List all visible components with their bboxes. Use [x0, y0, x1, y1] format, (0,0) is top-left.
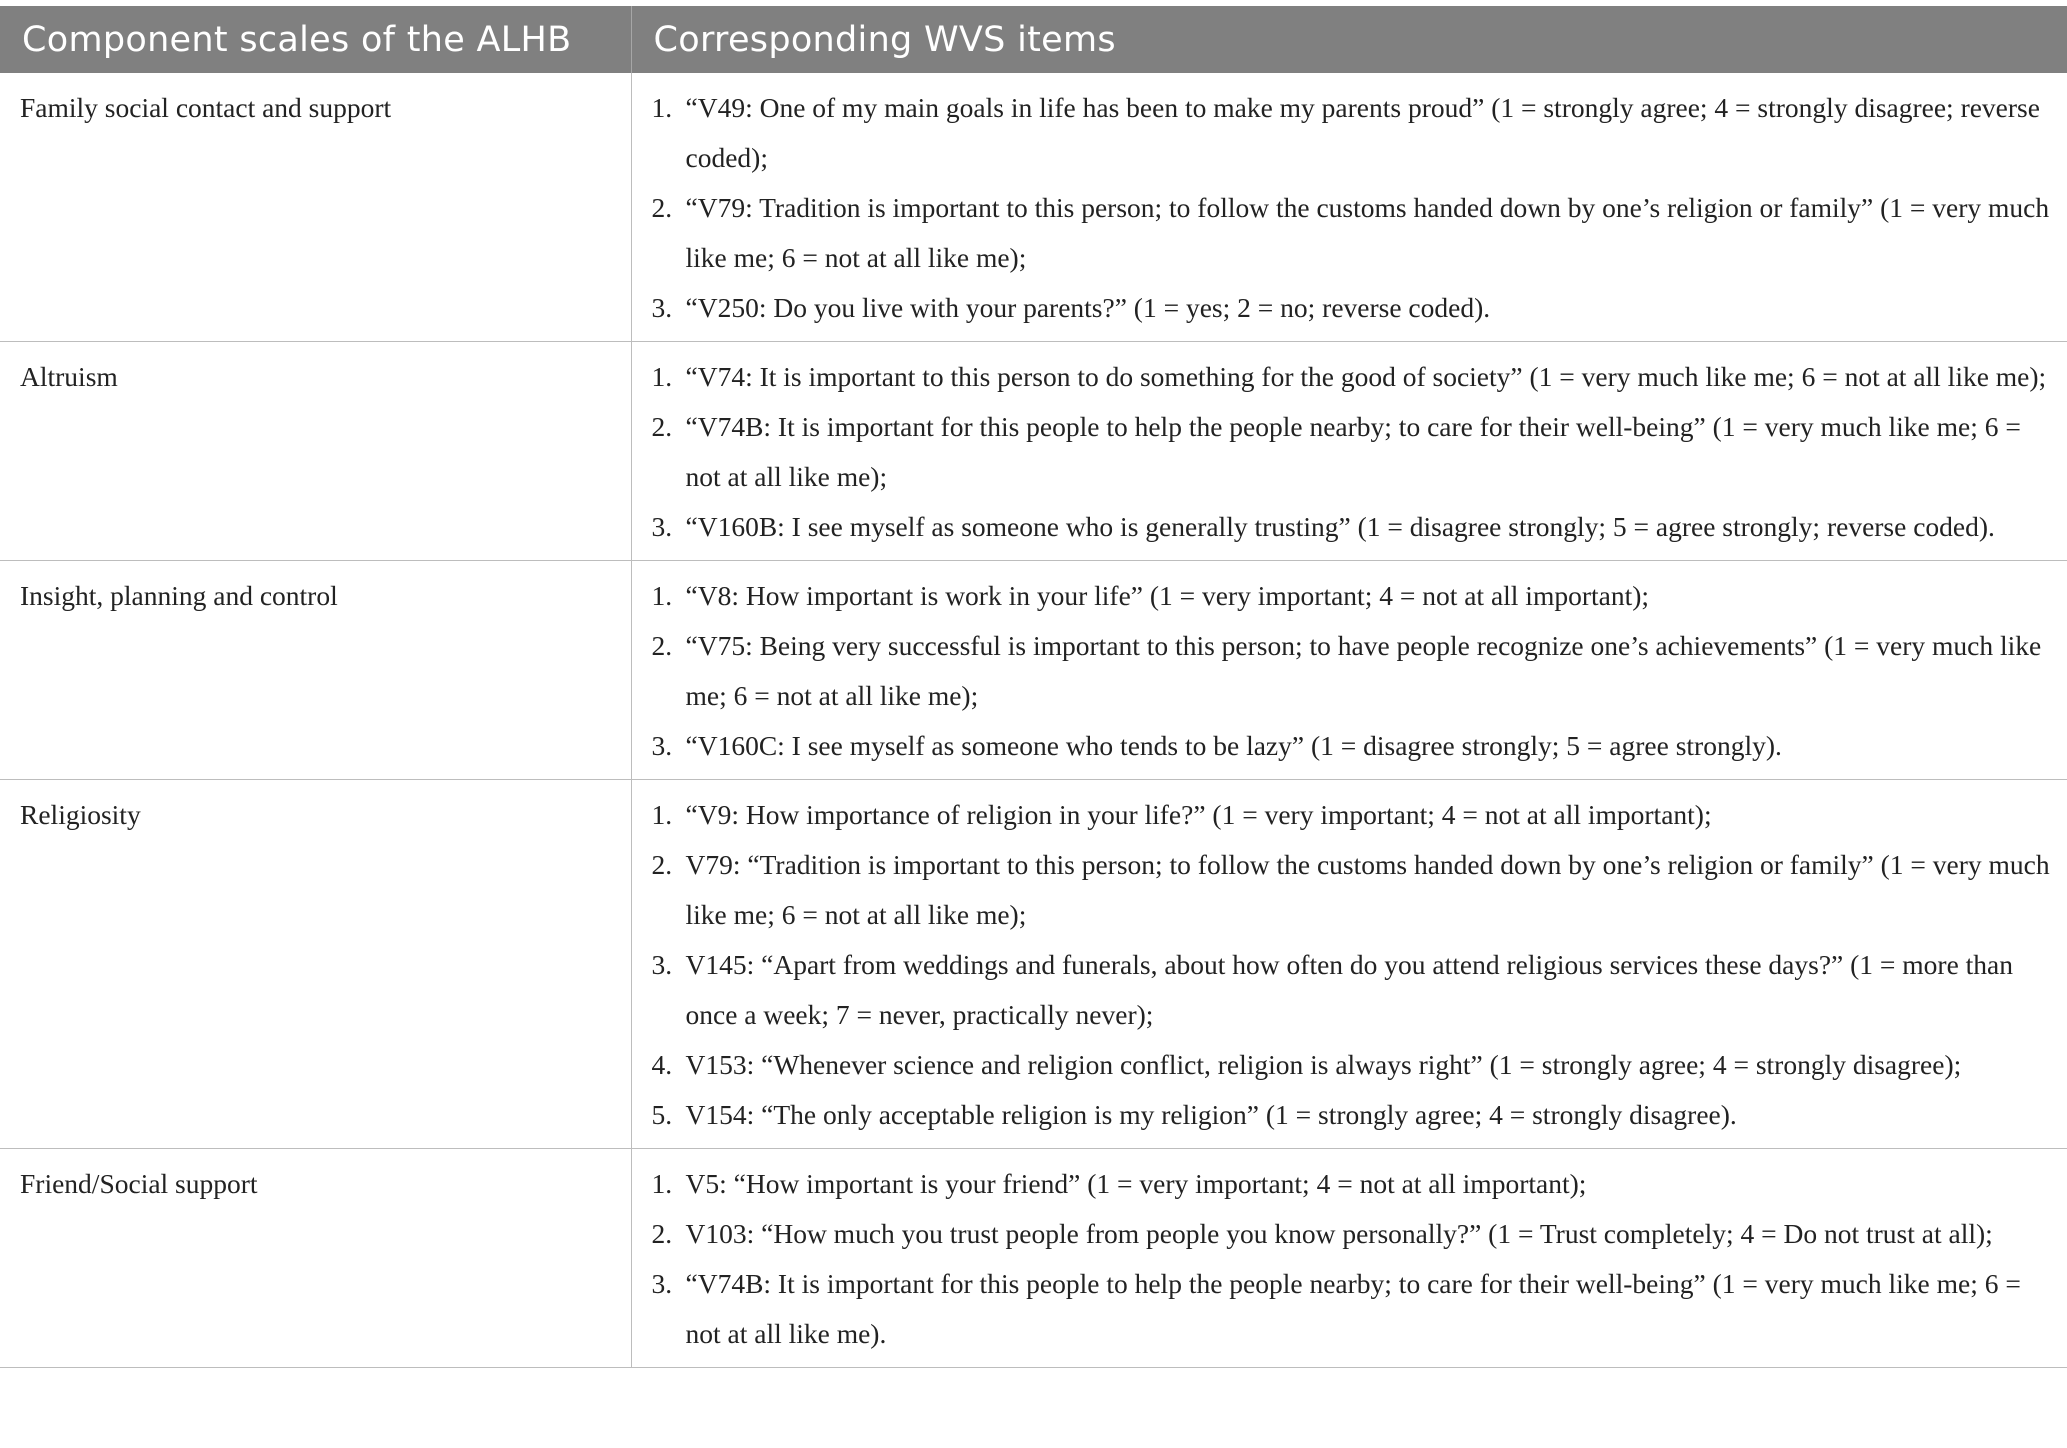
wvs-items-cell	[631, 1149, 2067, 1368]
item-number: 1.	[651, 799, 673, 830]
wvs-items-list	[652, 790, 2052, 1140]
table-row	[0, 780, 2067, 1149]
mapping-table	[0, 6, 2067, 1368]
table-header	[0, 6, 2067, 73]
item-text: “V250: Do you live with your parents?” (1 = yes; 2 = no; reverse coded).	[685, 292, 1491, 323]
wvs-item	[652, 402, 2052, 502]
item-text: V103: “How much you trust people from people you know personally?” (1 = Trust completely; 4 = Do not trust at all);	[685, 1218, 1993, 1249]
item-text: V153: “Whenever science and religion conflict, religion is always right” (1 = strongly agree; 4 = strongly disagree);	[685, 1049, 1962, 1080]
item-number: 3.	[651, 949, 673, 980]
wvs-item	[652, 1159, 2052, 1209]
item-number: 2.	[651, 1218, 673, 1249]
item-text: V5: “How important is your friend” (1 = very important; 4 = not at all important);	[685, 1168, 1587, 1199]
table-row	[0, 561, 2067, 780]
item-text: “V74: It is important to this person to do something for the good of society” (1 = very much like me; 6 = not at all like me);	[685, 361, 2047, 392]
item-number: 3.	[651, 511, 673, 542]
wvs-items-list	[652, 1159, 2052, 1359]
item-number: 3.	[651, 1268, 673, 1299]
item-number: 1.	[651, 361, 673, 392]
item-text: “V74B: It is important for this people to help the people nearby; to care for their well-being” (1 = very much like me; 6 = not at all like me);	[685, 411, 2021, 492]
wvs-items-cell	[631, 561, 2067, 780]
item-text: “V9: How importance of religion in your life?” (1 = very important; 4 = not at all important);	[685, 799, 1712, 830]
wvs-item	[652, 1040, 2052, 1090]
header-row	[0, 6, 2067, 73]
item-number: 1.	[651, 92, 673, 123]
item-number: 5.	[651, 1099, 673, 1130]
item-text: “V8: How important is work in your life” (1 = very important; 4 = not at all important);	[685, 580, 1650, 611]
wvs-item	[652, 840, 2052, 940]
item-text: “V49: One of my main goals in life has been to make my parents proud” (1 = strongly agree; 4 = strongly disagree; reverse coded);	[685, 92, 2040, 173]
item-number: 1.	[651, 1168, 673, 1199]
wvs-items-list	[652, 352, 2052, 552]
item-text: V154: “The only acceptable religion is my religion” (1 = strongly agree; 4 = strongly disagree).	[685, 1099, 1737, 1130]
wvs-item	[652, 940, 2052, 1040]
wvs-item	[652, 283, 2052, 333]
item-number: 4.	[651, 1049, 673, 1080]
wvs-item	[652, 621, 2052, 721]
item-number: 2.	[651, 411, 673, 442]
item-text: V79: “Tradition is important to this person; to follow the customs handed down by one’s religion or family” (1 = very much like me; 6 = not at all like me);	[685, 849, 2050, 930]
item-text: “V79: Tradition is important to this person; to follow the customs handed down by one’s religion or family” (1 = very much like me; 6 = not at all like me);	[685, 192, 2050, 273]
component-scale-cell: Friend/Social support	[0, 1149, 631, 1368]
wvs-item	[652, 571, 2052, 621]
wvs-item	[652, 352, 2052, 402]
item-number: 2.	[651, 849, 673, 880]
header-wvs-items: Corresponding WVS items	[631, 6, 2067, 73]
component-scale-cell: Religiosity	[0, 780, 631, 1149]
wvs-items-list	[652, 83, 2052, 333]
item-number: 2.	[651, 192, 673, 223]
wvs-item	[652, 83, 2052, 183]
header-component-scales: Component scales of the ALHB	[0, 6, 631, 73]
wvs-item	[652, 1090, 2052, 1140]
item-number: 1.	[651, 580, 673, 611]
wvs-items-cell	[631, 73, 2067, 342]
component-scale-cell: Family social contact and support	[0, 73, 631, 342]
table-row	[0, 73, 2067, 342]
wvs-item	[652, 1209, 2052, 1259]
table-body	[0, 73, 2067, 1368]
wvs-item	[652, 790, 2052, 840]
wvs-items-cell	[631, 342, 2067, 561]
alhb-wvs-table	[0, 6, 2067, 1368]
item-number: 2.	[651, 630, 673, 661]
table-row	[0, 1149, 2067, 1368]
item-text: “V160C: I see myself as someone who tends to be lazy” (1 = disagree strongly; 5 = agree strongly).	[685, 730, 1782, 761]
table-row	[0, 342, 2067, 561]
wvs-items-cell	[631, 780, 2067, 1149]
wvs-item	[652, 502, 2052, 552]
wvs-items-list	[652, 571, 2052, 771]
component-scale-cell: Insight, planning and control	[0, 561, 631, 780]
wvs-item	[652, 183, 2052, 283]
component-scale-cell: Altruism	[0, 342, 631, 561]
wvs-item	[652, 1259, 2052, 1359]
item-number: 3.	[651, 292, 673, 323]
wvs-item	[652, 721, 2052, 771]
item-text: “V75: Being very successful is important to this person; to have people recognize one’s achievements” (1 = very much like me; 6 = not at all like me);	[685, 630, 2042, 711]
item-text: “V74B: It is important for this people to help the people nearby; to care for their well-being” (1 = very much like me; 6 = not at all like me).	[685, 1268, 2021, 1349]
item-number: 3.	[651, 730, 673, 761]
item-text: V145: “Apart from weddings and funerals, about how often do you attend religious services these days?” (1 = more than once a week; 7 = never, practically never);	[685, 949, 2014, 1030]
item-text: “V160B: I see myself as someone who is generally trusting” (1 = disagree strongly; 5 = agree strongly; reverse coded).	[685, 511, 1995, 542]
